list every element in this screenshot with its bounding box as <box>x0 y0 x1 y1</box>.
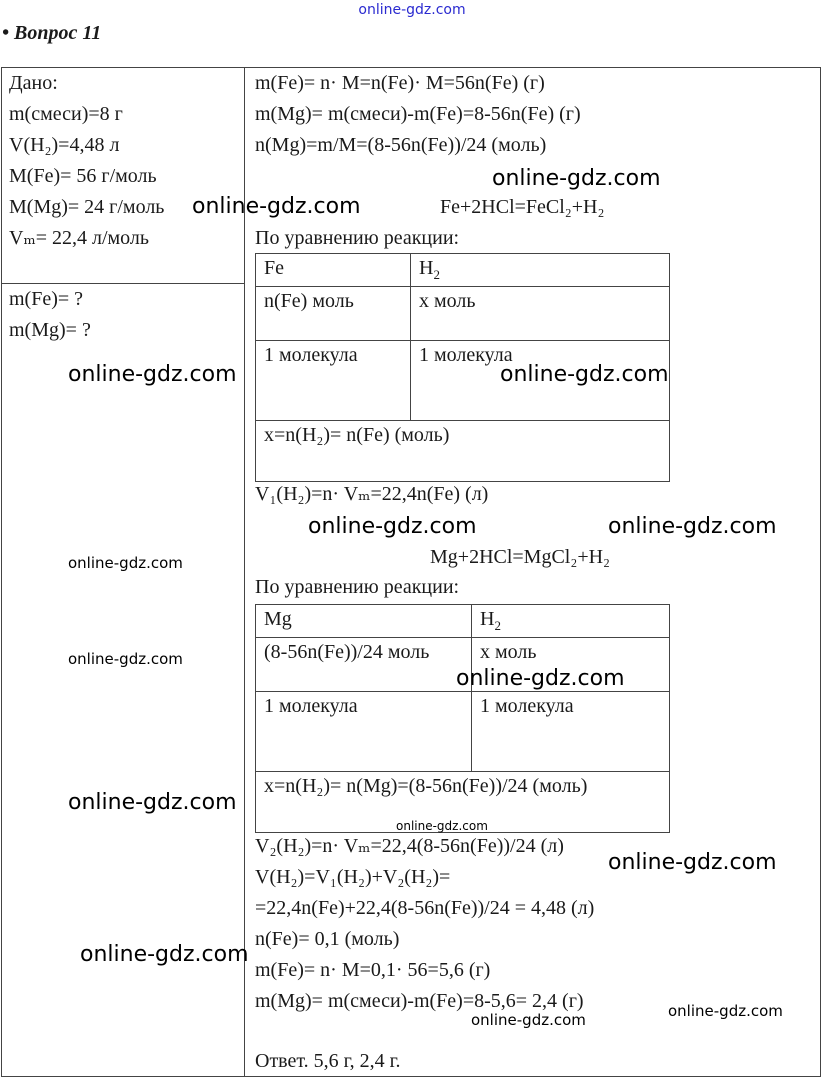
solution-line: m(Mg)= m(смеси)-m(Fe)=8-56n(Fe) (г) <box>255 103 581 125</box>
table-cell: 1 молекула <box>411 341 670 421</box>
given-line: M(Fe)= 56 г/моль <box>9 165 157 187</box>
watermark: online-gdz.com <box>80 942 249 967</box>
given-line: Vₘ= 22,4 л/моль <box>9 227 150 249</box>
find-line: m(Mg)= ? <box>9 319 91 341</box>
given-line: V(H₂)=4,48 л <box>9 134 120 156</box>
by-equation-label-1: По уравнению реакции: <box>255 227 460 249</box>
answer-line: Ответ. 5,6 г, 2,4 г. <box>255 1050 401 1072</box>
reaction-equation-2: Mg+2HCl=MgCl₂+H₂ <box>430 546 611 568</box>
find-line: m(Fe)= ? <box>9 288 84 310</box>
watermark: online-gdz.com <box>192 194 361 219</box>
table-cell: 1 молекула <box>472 692 670 772</box>
given-header: Дано: <box>9 72 58 94</box>
table-cell: 1 молекула <box>256 692 472 772</box>
solution-bottom <box>255 831 594 1017</box>
volume-1-line: V₁(H₂)=n· Vₘ=22,4n(Fe) (л) <box>255 483 489 505</box>
watermark: online-gdz.com <box>308 514 477 539</box>
watermark: online-gdz.com <box>68 650 183 668</box>
watermark: online-gdz.com <box>456 666 625 691</box>
by-equation-label-2: По уравнению реакции: <box>255 576 460 598</box>
solution-line: m(Mg)= m(смеси)-m(Fe)=8-5,6= 2,4 (г) <box>255 990 584 1012</box>
watermark: online-gdz.com <box>668 1002 783 1020</box>
table-cell: Mg <box>256 605 472 638</box>
solution-top <box>255 68 581 161</box>
table-cell: (8-56n(Fe))/24 моль <box>256 638 472 692</box>
watermark: online-gdz.com <box>471 1011 586 1029</box>
table-cell: Fe <box>256 254 411 287</box>
given-line: m(смеси)=8 г <box>9 103 123 125</box>
question-title: • Вопрос 11 <box>2 22 102 44</box>
solution-line: m(Fe)= n· M=n(Fe)· M=56n(Fe) (г) <box>255 72 545 94</box>
table-cell: n(Fe) моль <box>256 287 411 341</box>
table-cell <box>411 254 670 287</box>
solution-line: n(Fe)= 0,1 (моль) <box>255 928 400 950</box>
watermark: online-gdz.com <box>492 166 661 191</box>
watermark: online-gdz.com <box>68 362 237 387</box>
watermark: online-gdz.com <box>608 514 777 539</box>
solution-line: V₂(H₂)=n· Vₘ=22,4(8-56n(Fe))/24 (л) <box>255 835 564 857</box>
solution-line: V(H₂)=V₁(H₂)+V₂(H₂)= <box>255 866 451 888</box>
solution-line: m(Fe)= n· M=0,1· 56=5,6 (г) <box>255 959 491 981</box>
given-block <box>9 68 164 254</box>
h2-label: $H_2$ <box>480 608 501 633</box>
watermark: online-gdz.com <box>68 790 237 815</box>
table-footer: x=n(H₂)= n(Fe) (моль) <box>256 421 670 482</box>
table-footer: x=n(H₂)= n(Mg)=(8-56n(Fe))/24 (моль) <box>256 772 670 833</box>
watermark: online-gdz.com <box>608 850 777 875</box>
top-watermark: online-gdz.com <box>358 2 466 18</box>
watermark: online-gdz.com <box>396 819 488 833</box>
reaction-equation-1: Fe+2HCl=FeCl₂+H₂ <box>440 196 605 218</box>
watermark: online-gdz.com <box>68 554 183 572</box>
given-line: M(Mg)= 24 г/моль <box>9 196 165 218</box>
solution-line: =22,4n(Fe)+22,4(8-56n(Fe))/24 = 4,48 (л) <box>255 897 595 919</box>
solution-line: n(Mg)=m/M=(8-56n(Fe))/24 (моль) <box>255 134 547 156</box>
table-cell <box>472 605 670 638</box>
table-cell: x моль <box>411 287 670 341</box>
table-cell: x моль <box>472 638 670 692</box>
h2-label: $H_2$ <box>419 257 440 282</box>
reaction-table-2 <box>255 604 670 833</box>
table-cell: 1 молекула <box>256 341 411 421</box>
watermark: online-gdz.com <box>500 362 669 387</box>
find-block <box>9 284 91 346</box>
